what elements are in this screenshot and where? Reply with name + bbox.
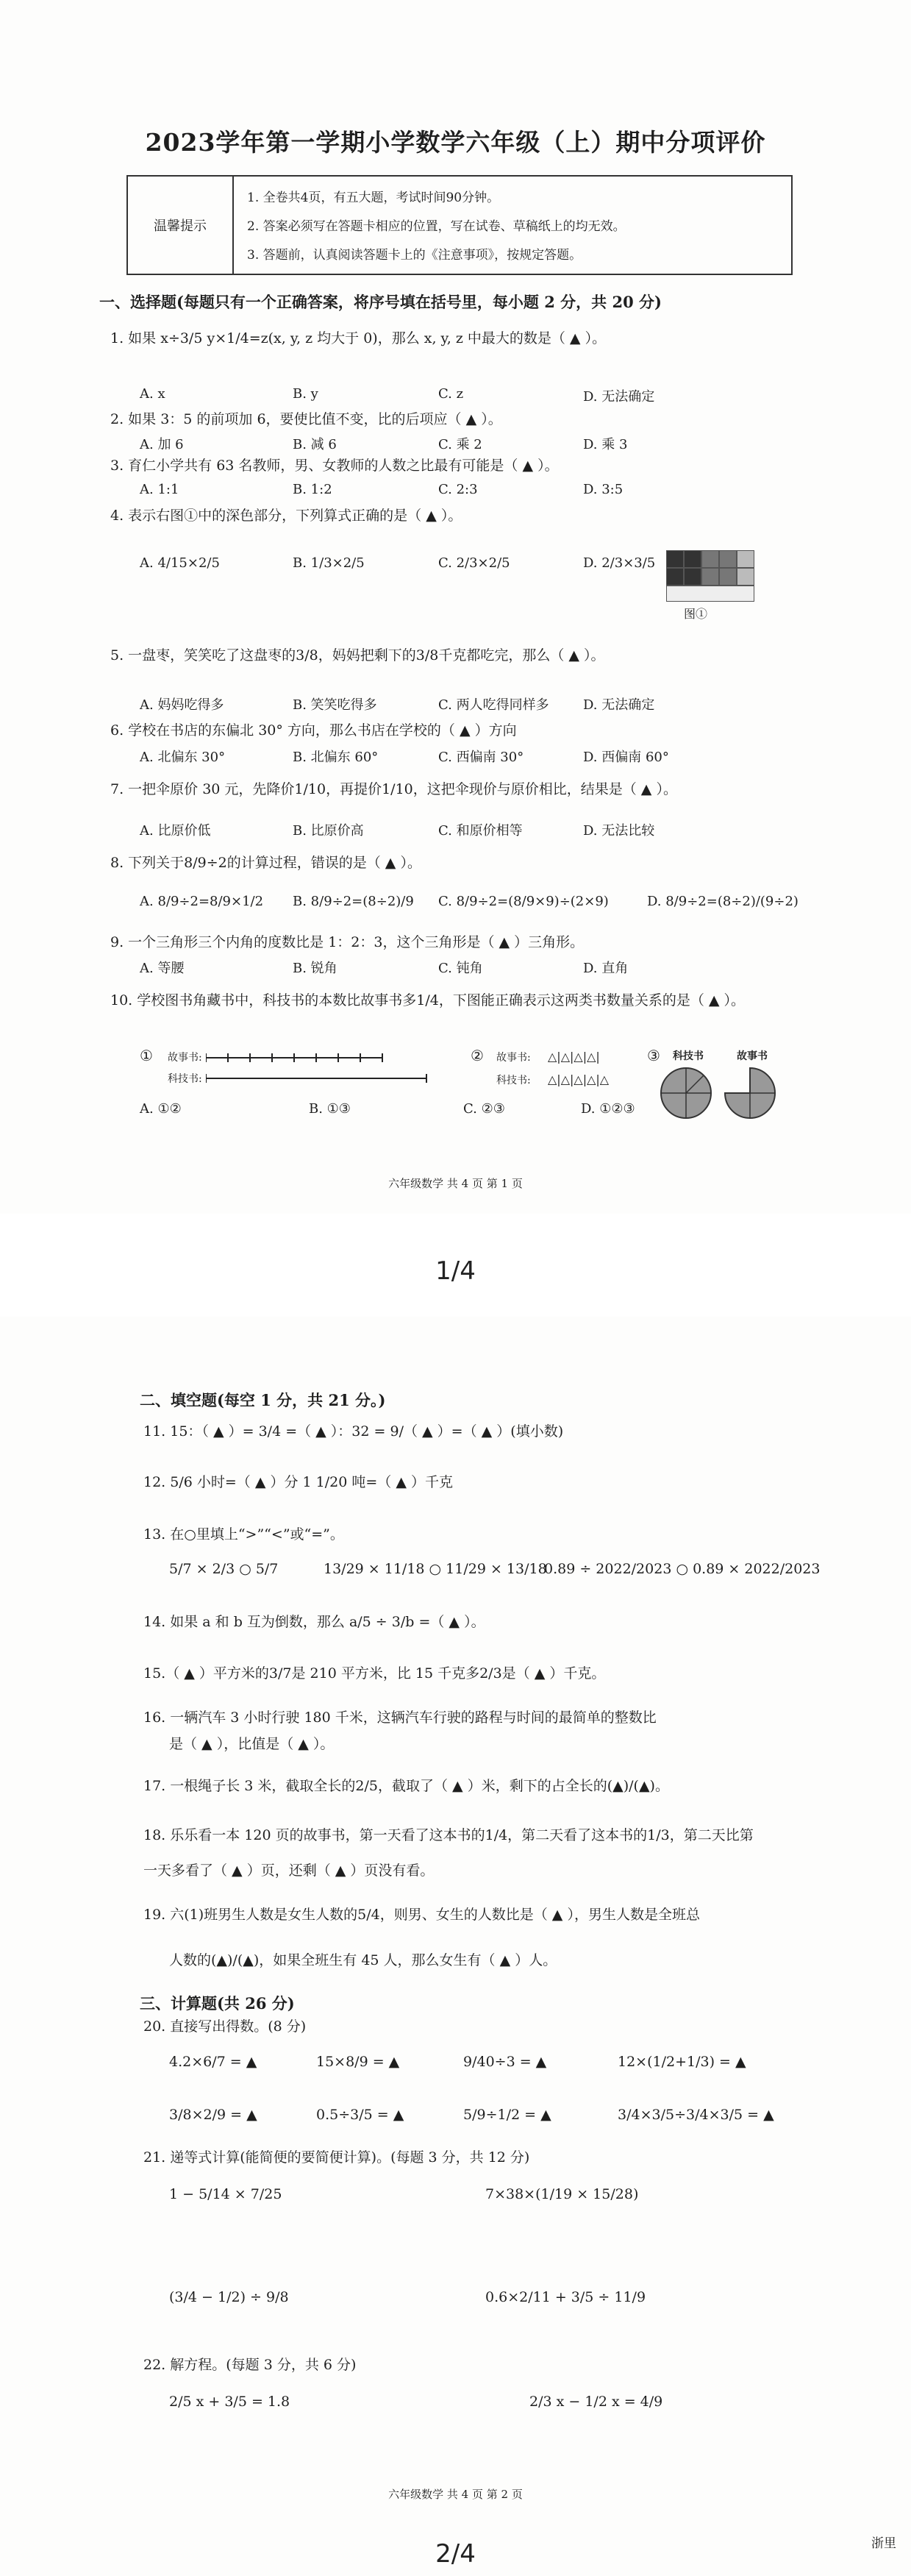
page-number: 1/4 xyxy=(435,1256,476,1286)
fill-question-17: 17. 一根绳子长 3 米，截取全长的2/5，截取了（ ▲ ）米，剩下的占全长的(▲)/(▲)。 xyxy=(143,1778,669,1794)
tip-line: 1. 全卷共4页，有五大题，考试时间90分钟。 xyxy=(247,191,500,205)
tech-triangles: △|△|△|△|△ xyxy=(548,1072,610,1086)
question-7: 7. 一把伞原价 30 元，先降价1/10，再提价1/10，这把伞现价与原价相比，结果是（ ▲ ）。 xyxy=(110,781,677,797)
fill-question-19: 19. 六(1)班男生人数是女生人数的5/4，则男、女生的人数比是（ ▲ ），男生人数是全班总 xyxy=(143,1907,700,1923)
fill-question-15: 15.（ ▲ ）平方米的3/7是 210 平方米，比 15 千克多2/3是（ ▲ ）千克。 xyxy=(143,1665,606,1682)
option: A. 等腰 xyxy=(140,961,185,976)
option: C. 西偏南 30° xyxy=(438,750,524,765)
option: C. z xyxy=(438,386,464,402)
direct-calc: 15×8/9 = ▲ xyxy=(316,2054,400,2070)
option: C. 钝角 xyxy=(438,961,483,976)
option: A. 8/9÷2=8/9×1/2 xyxy=(140,894,264,909)
direct-calc: 9/40÷3 = ▲ xyxy=(463,2054,547,2070)
side-note: 浙里 xyxy=(871,2536,896,2551)
option: C. ②③ xyxy=(463,1101,505,1117)
calc-item: 1 − 5/14 × 7/25 xyxy=(169,2186,282,2202)
option: D. 无法确定 xyxy=(583,389,655,405)
tech-book-label: 科技书: xyxy=(168,1073,202,1085)
story-triangles: △|△|△|△| xyxy=(548,1050,600,1064)
fill-question-18-cont: 一天多看了（ ▲ ）页，还剩（ ▲ ）页没有看。 xyxy=(143,1862,435,1879)
option: D. 乘 3 xyxy=(583,437,628,452)
option: C. 2/3×2/5 xyxy=(438,555,510,571)
direct-calc: 4.2×6/7 = ▲ xyxy=(169,2054,257,2070)
diagram-number: ③ xyxy=(647,1047,660,1064)
figure-label: 图① xyxy=(684,607,708,621)
fill-question-18: 18. 乐乐看一本 120 页的故事书，第一天看了这本书的1/4，第二天看了这本书的1/3，第二天比第 xyxy=(143,1827,754,1843)
tech-book-label: 科技书: xyxy=(496,1075,531,1086)
exam-title: 2023学年第一学期小学数学六年级（上）期中分项评价 xyxy=(145,128,766,157)
option: C. 8/9÷2=(8/9×9)÷(2×9) xyxy=(438,894,609,909)
option: A. 比原价低 xyxy=(140,823,211,839)
question-9: 9. 一个三角形三个内角的度数比是 1：2：3，这个三角形是（ ▲ ）三角形。 xyxy=(110,934,585,950)
exam-page-2 xyxy=(0,1317,911,2576)
story-book-label: 故事书: xyxy=(168,1052,202,1064)
fill-question-16-cont: 是（ ▲ ），比值是（ ▲ ）。 xyxy=(169,1736,335,1752)
equation: 2/5 x + 3/5 = 1.8 xyxy=(169,2394,290,2410)
option: A. ①② xyxy=(140,1101,182,1117)
story-pie-label: 故事书 xyxy=(737,1050,768,1062)
option: D. 无法确定 xyxy=(583,697,655,713)
tip-line: 2. 答案必须写在答题卡相应的位置，写在试卷、草稿纸上的均无效。 xyxy=(247,219,626,234)
option: A. 1:1 xyxy=(140,482,179,497)
story-book-label: 故事书: xyxy=(496,1052,531,1064)
fill-question-12: 12. 5/6 小时=（ ▲ ）分 1 1/20 吨=（ ▲ ）千克 xyxy=(143,1474,453,1490)
question-22: 22. 解方程。(每题 3 分，共 6 分) xyxy=(143,2357,357,2373)
option: B. 减 6 xyxy=(293,437,337,452)
option: A. x xyxy=(140,386,165,402)
option: B. 8/9÷2=(8÷2)/9 xyxy=(293,894,414,909)
option: A. 4/15×2/5 xyxy=(140,555,220,571)
option: A. 妈妈吃得多 xyxy=(140,697,224,713)
compare-2: 13/29 × 11/18 ○ 11/29 × 13/18 xyxy=(324,1561,547,1577)
option: D. ①②③ xyxy=(581,1101,635,1117)
compare-3: 0.89 ÷ 2022/2023 ○ 0.89 × 2022/2023 xyxy=(544,1561,821,1577)
tip-line: 3. 答题前，认真阅读答题卡上的《注意事项》，按规定答题。 xyxy=(247,248,582,263)
fraction-grid-figure xyxy=(666,550,754,602)
fill-question-14: 14. 如果 a 和 b 互为倒数，那么 a/5 ÷ 3/b =（ ▲ ）。 xyxy=(143,1614,485,1630)
question-3: 3. 育仁小学共有 63 名教师，男、女教师的人数之比最有可能是（ ▲ ）。 xyxy=(110,458,559,474)
direct-calc: 12×(1/2+1/3) = ▲ xyxy=(618,2054,746,2070)
question-10: 10. 学校图书角藏书中，科技书的本数比故事书多1/4，下图能正确表示这两类书数量关系的是（ ▲ ）。 xyxy=(110,992,746,1008)
question-21: 21. 递等式计算(能简便的要简便计算)。(每题 3 分，共 12 分) xyxy=(143,2149,530,2166)
page-footer: 六年级数学 共 4 页 第 1 页 xyxy=(388,1177,523,1190)
option: C. 两人吃得同样多 xyxy=(438,697,549,713)
question-8: 8. 下列关于8/9÷2的计算过程，错误的是（ ▲ ）。 xyxy=(110,855,421,871)
direct-calc: 3/8×2/9 = ▲ xyxy=(169,2107,257,2123)
fill-question-19-cont: 人数的(▲)/(▲)，如果全班生有 45 人，那么女生有（ ▲ ）人。 xyxy=(169,1952,557,1968)
question-1: 1. 如果 x÷3/5 y×1/4=z(x, y, z 均大于 0)，那么 x, y, z 中最大的数是（ ▲ ）。 xyxy=(110,330,607,346)
option: B. 比原价高 xyxy=(293,823,364,839)
fill-question-13: 13. 在○里填上“>”“<”或“=”。 xyxy=(143,1526,344,1543)
option: C. 2:3 xyxy=(438,482,478,497)
option: D. 直角 xyxy=(583,961,629,976)
option: D. 3:5 xyxy=(583,482,624,497)
direct-calc: 5/9÷1/2 = ▲ xyxy=(463,2107,551,2123)
option: D. 西偏南 60° xyxy=(583,750,669,765)
direct-calc: 0.5÷3/5 = ▲ xyxy=(316,2107,404,2123)
bar-diagram xyxy=(206,1052,456,1089)
question-20: 20. 直接写出得数。(8 分) xyxy=(143,2018,307,2035)
question-6: 6. 学校在书店的东偏北 30° 方向，那么书店在学校的（ ▲ ）方向 xyxy=(110,722,517,739)
fill-question-11: 11. 15：（ ▲ ）= 3/4 =（ ▲ ）：32 = 9/（ ▲ ）=（ ▲ ）(填小数) xyxy=(143,1423,564,1440)
option: D. 8/9÷2=(8÷2)/(9÷2) xyxy=(647,894,799,909)
diagram-number: ② xyxy=(471,1047,484,1064)
pie-diagram xyxy=(658,1065,790,1124)
tips-box xyxy=(126,175,793,275)
compare-1: 5/7 × 2/3 ○ 5/7 xyxy=(169,1561,279,1577)
page-footer: 六年级数学 共 4 页 第 2 页 xyxy=(388,2488,523,2501)
option: C. 乘 2 xyxy=(438,437,482,452)
direct-calc: 3/4×3/5÷3/4×3/5 = ▲ xyxy=(618,2107,774,2123)
section-2-heading: 二、填空题(每空 1 分，共 21 分。) xyxy=(140,1391,386,1409)
option: B. 笑笑吃得多 xyxy=(293,697,377,713)
question-4: 4. 表示右图①中的深色部分，下列算式正确的是（ ▲ ）。 xyxy=(110,508,462,524)
diagram-number: ① xyxy=(140,1047,153,1064)
option: B. 1:2 xyxy=(293,482,332,497)
option: B. y xyxy=(293,386,318,402)
option: D. 无法比较 xyxy=(583,823,655,839)
section-1-heading: 一、选择题(每题只有一个正确答案，将序号填在括号里，每小题 2 分，共 20 分) xyxy=(99,293,662,311)
option: A. 加 6 xyxy=(140,437,184,452)
calc-item: 7×38×(1/19 × 15/28) xyxy=(485,2186,639,2202)
equation: 2/3 x − 1/2 x = 4/9 xyxy=(529,2394,663,2410)
option: B. 锐角 xyxy=(293,961,337,976)
page-number: 2/4 xyxy=(435,2539,476,2569)
tech-pie-label: 科技书 xyxy=(673,1050,704,1062)
calc-item: 0.6×2/11 + 3/5 ÷ 11/9 xyxy=(485,2289,646,2305)
option: B. ①③ xyxy=(309,1101,351,1117)
section-3-heading: 三、计算题(共 26 分) xyxy=(140,1994,295,2013)
question-2: 2. 如果 3：5 的前项加 6，要使比值不变，比的后项应（ ▲ ）。 xyxy=(110,411,502,427)
calc-item: (3/4 − 1/2) ÷ 9/8 xyxy=(169,2289,289,2305)
tips-label: 温馨提示 xyxy=(128,177,234,274)
option: A. 北偏东 30° xyxy=(140,750,226,765)
option: B. 北偏东 60° xyxy=(293,750,379,765)
fill-question-16: 16. 一辆汽车 3 小时行驶 180 千米，这辆汽车行驶的路程与时间的最简单的整数比 xyxy=(143,1709,657,1726)
question-5: 5. 一盘枣，笑笑吃了这盘枣的3/8，妈妈把剩下的3/8千克都吃完，那么（ ▲ ）。 xyxy=(110,647,605,663)
option: B. 1/3×2/5 xyxy=(293,555,365,571)
option: D. 2/3×3/5 xyxy=(583,555,656,571)
option: C. 和原价相等 xyxy=(438,823,523,839)
exam-page-1 xyxy=(0,0,911,1214)
